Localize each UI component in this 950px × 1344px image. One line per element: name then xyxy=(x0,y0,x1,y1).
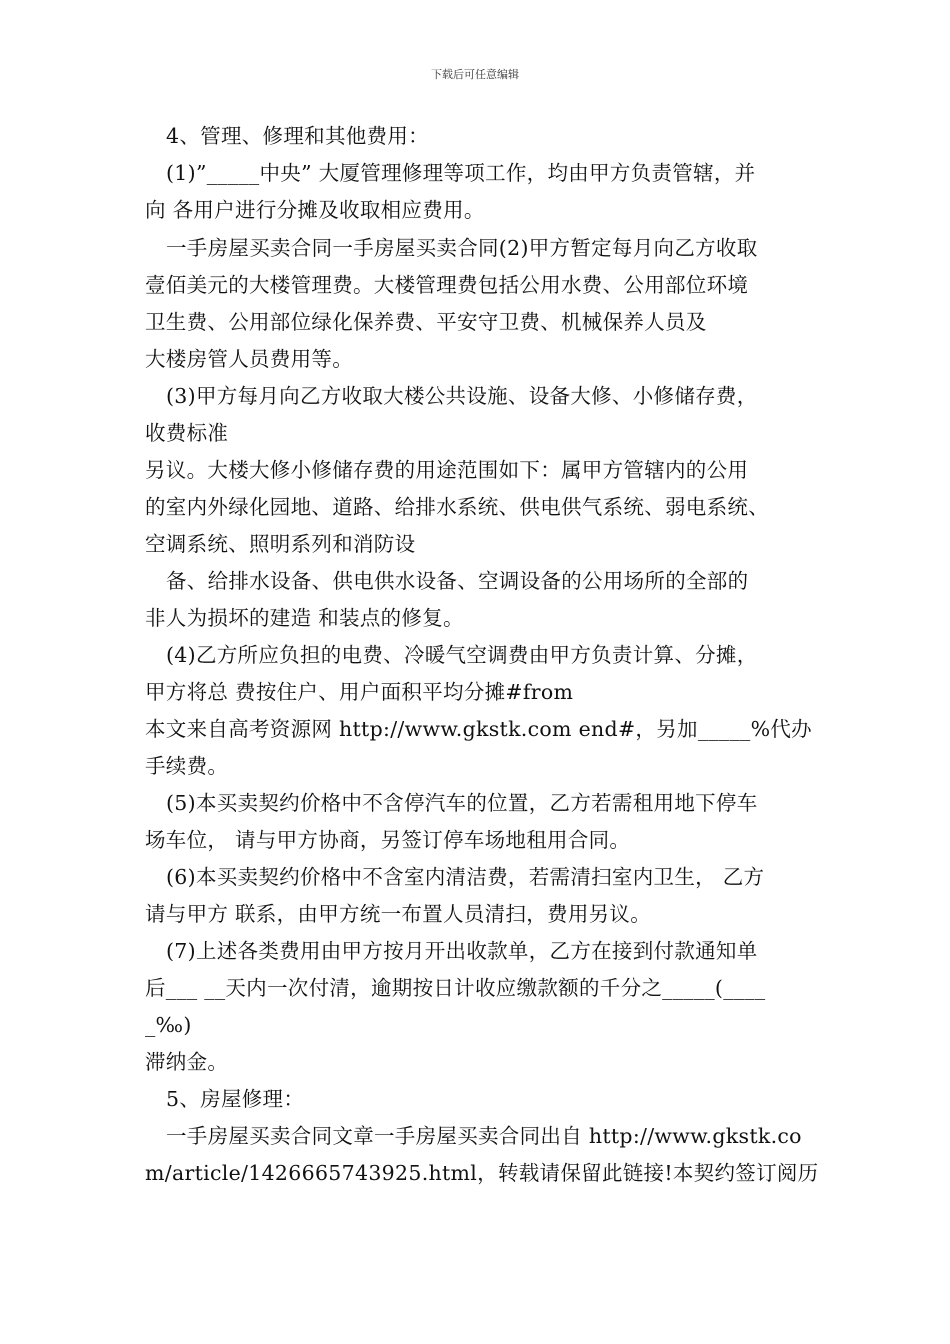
section-heading-fees: 4、管理、修理和其他费用： xyxy=(166,124,429,148)
paragraph-line: 一手房屋买卖合同文章一手房屋买卖合同出自 http://www.gkstk.co xyxy=(166,1124,802,1148)
paragraph-line: 大楼房管人员费用等。 xyxy=(145,347,353,371)
paragraph-line: 手续费。 xyxy=(145,754,229,778)
paragraph-line: 场车位， 请与甲方协商，另签订停车场地租用合同。 xyxy=(145,828,631,852)
paragraph-line: 滞纳金。 xyxy=(145,1050,229,1074)
paragraph-line: 空调系统、照明系列和消防设 xyxy=(145,532,416,556)
paragraph-line: 非人为损坏的建造 和装点的修复。 xyxy=(145,606,464,630)
paragraph-line: 甲方将总 费按住户、用户面积平均分摊#from xyxy=(145,680,574,704)
paragraph-line: 的室内外绿化园地、道路、给排水系统、供电供气系统、弱电系统、 xyxy=(145,495,769,519)
paragraph-line: 壹佰美元的大楼管理费。大楼管理费包括公用水费、公用部位环境 xyxy=(145,273,749,297)
paragraph-line: m/article/1426665743925.html，转载请保留此链接!本契约签订阅历 xyxy=(145,1161,819,1185)
paragraph-line: (5)本买卖契约价格中不含停汽车的位置，乙方若需租用地下停车 xyxy=(166,791,758,815)
paragraph-line: 卫生费、公用部位绿化保养费、平安守卫费、机械保养人员及 xyxy=(145,310,707,334)
paragraph-line: (6)本买卖契约价格中不含室内清洁费，若需清扫室内卫生， 乙方 xyxy=(166,865,765,889)
paragraph-line: (3)甲方每月向乙方收取大楼公共设施、设备大修、小修储存费， xyxy=(166,384,758,408)
paragraph-line: (4)乙方所应负担的电费、冷暖气空调费由甲方负责计算、分摊， xyxy=(166,643,758,667)
paragraph-line: 本文来自高考资源网 http://www.gkstk.com end#，另加_____%代办 xyxy=(145,717,812,741)
paragraph-line: 一手房屋买卖合同一手房屋买卖合同(2)甲方暂定每月向乙方收取 xyxy=(166,236,758,260)
paragraph-line: 另议。大楼大修小修储存费的用途范围如下：属甲方管辖内的公用 xyxy=(145,458,749,482)
paragraph-line: 备、给排水设备、供电供水设备、空调设备的公用场所的全部的 xyxy=(166,569,749,593)
page-header: 下载后可任意编辑 xyxy=(431,68,519,81)
paragraph-line: 请与甲方 联系，由甲方统一布置人员清扫，费用另议。 xyxy=(145,902,652,926)
paragraph-line: 后___ __天内一次付清，逾期按日计收应缴款额的千分之_____(____ xyxy=(145,976,766,1000)
paragraph-line: _‰) xyxy=(145,1013,192,1037)
section-heading-repair: 5、房屋修理： xyxy=(166,1087,305,1111)
paragraph-line: 向 各用户进行分摊及收取相应费用。 xyxy=(145,198,485,222)
paragraph-line: 收费标准 xyxy=(145,421,229,445)
paragraph-line: (7)上述各类费用由甲方按月开出收款单，乙方在接到付款通知单 xyxy=(166,939,758,963)
paragraph-line: (1)”_____中央” 大厦管理修理等项工作，均由甲方负责管辖，并 xyxy=(166,161,756,185)
